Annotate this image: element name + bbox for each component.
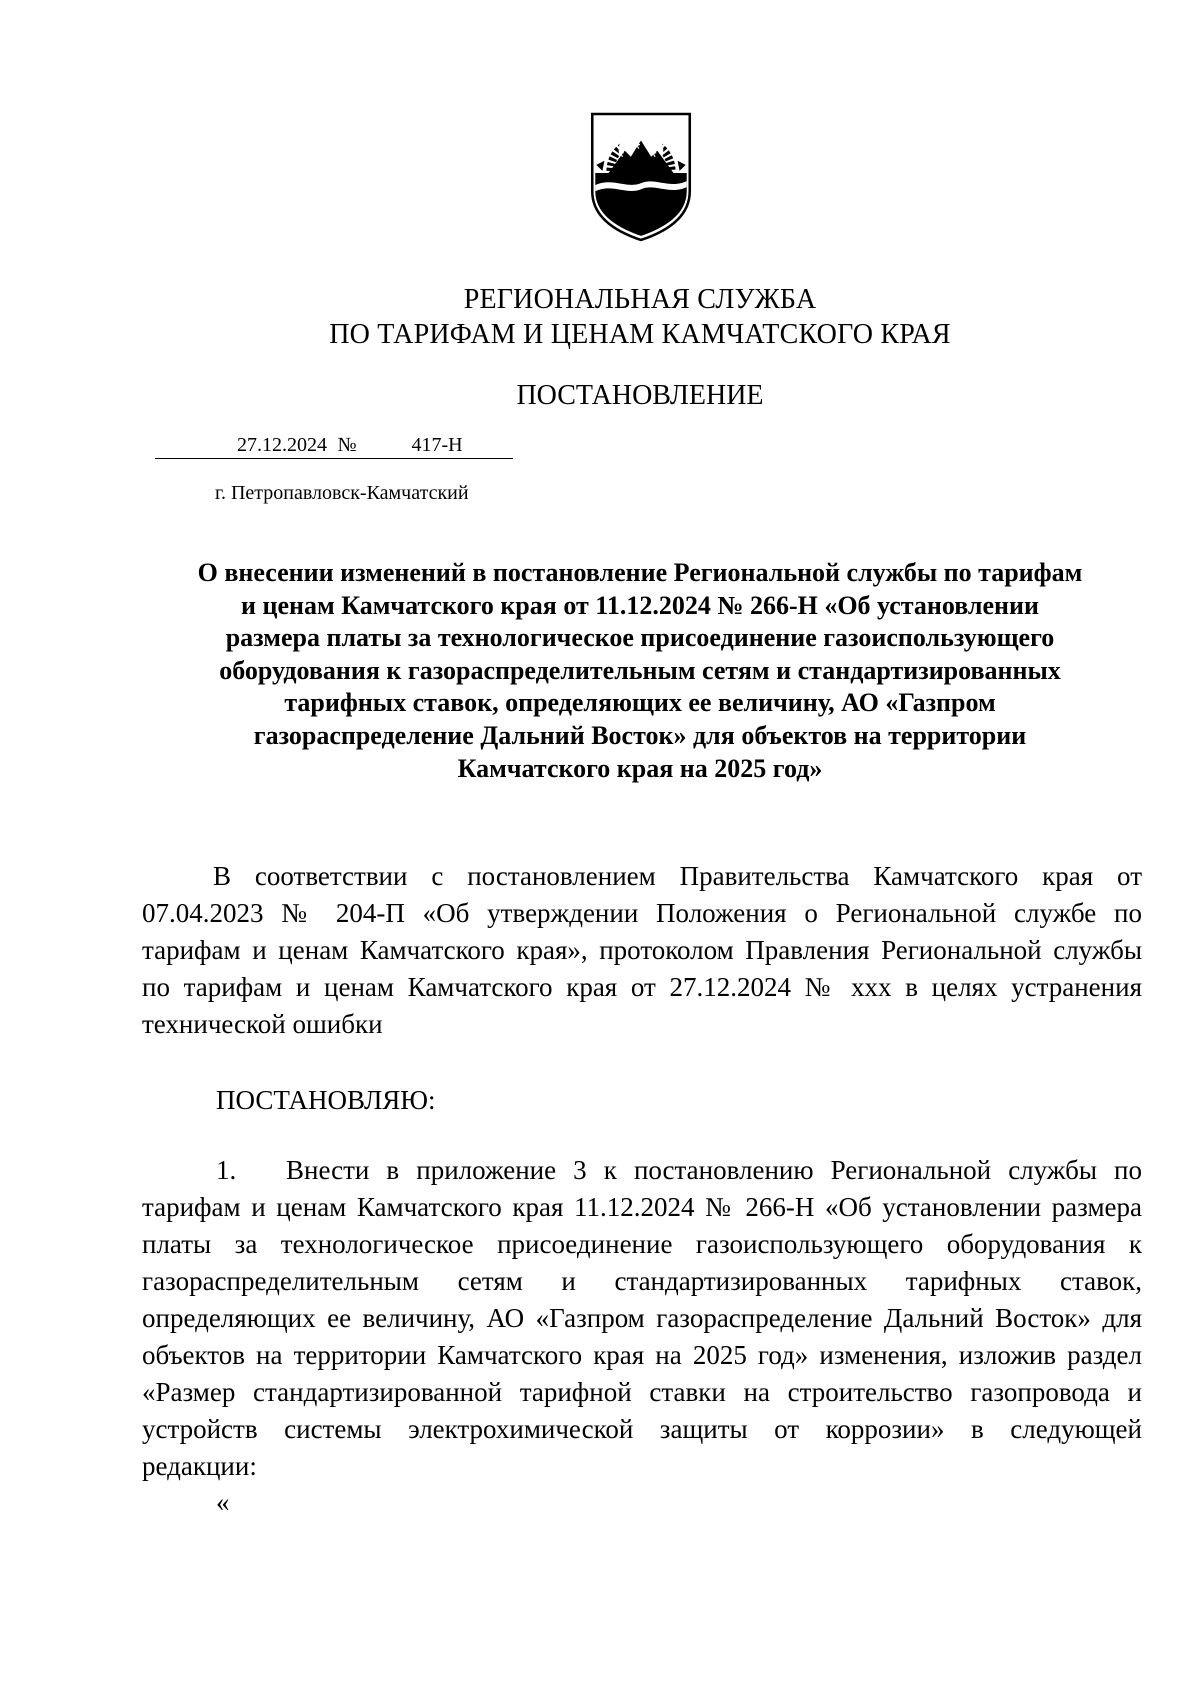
number-sign: № xyxy=(333,432,361,459)
document-city: г. Петропавловск-Камчатский xyxy=(215,482,469,504)
document-date-number xyxy=(155,432,513,459)
preamble-paragraph xyxy=(142,858,1142,1043)
item-1-line: объектов на территории Камчатского края на 2025 год» изменения, изложив раздел xyxy=(142,1340,1142,1370)
item-1-line: Внести в приложение 3 к постановлению Региональной службы по xyxy=(286,1155,1142,1185)
title-line: и ценам Камчатского края от 11.12.2024 № 266-Н «Об установлении xyxy=(241,590,1039,620)
resolve-heading: ПОСТАНОВЛЯЮ: xyxy=(216,1085,436,1115)
preamble-line: технической ошибки xyxy=(142,1009,383,1039)
item-1-line: определяющих ее величину, АО «Газпром газораспределение Дальний Восток» для xyxy=(142,1303,1142,1333)
item-1-paragraph xyxy=(142,1152,1142,1485)
item-1-line: редакции: xyxy=(142,1451,257,1481)
title-line: газораспределение Дальний Восток» для объектов на территории xyxy=(253,720,1027,750)
preamble-line: 07.04.2023 № 204-П «Об утверждении Положения о Региональной службе по xyxy=(142,898,1142,928)
item-1-first-line xyxy=(142,1152,1142,1189)
opening-quote: « xyxy=(216,1487,230,1517)
agency-name xyxy=(0,282,1200,352)
title-line: размера платы за технологическое присоединение газоиспользующего xyxy=(225,623,1055,653)
item-1-line: газораспределительным сетям и стандартизированных тарифных ставок, xyxy=(142,1266,1142,1296)
agency-name-line2: ПО ТАРИФАМ И ЦЕНАМ КАМЧАТСКОГО КРАЯ xyxy=(329,319,951,350)
item-1-line: платы за технологическое присоединение газоиспользующего оборудования к xyxy=(142,1229,1142,1259)
title-line: оборудования к газораспределительным сетям и стандартизированных xyxy=(219,655,1061,685)
document-number: 417-Н xyxy=(361,432,513,459)
item-1-line: устройств системы электрохимической защиты от коррозии» в следующей xyxy=(142,1414,1142,1444)
title-line: Камчатского края на 2025 год» xyxy=(457,753,823,783)
preamble-line: тарифам и ценам Камчатского края», протоколом Правления Региональной службы xyxy=(142,935,1142,965)
title-line: тарифных ставок, определяющих ее величину, АО «Газпром xyxy=(284,688,996,718)
item-1-number: 1. xyxy=(216,1155,237,1185)
preamble-line: по тарифам и ценам Камчатского края от 27.12.2024 № ххх в целях устранения xyxy=(142,972,1142,1002)
preamble-line: В соответствии с постановлением Правительства Камчатского края от xyxy=(213,861,1142,891)
item-1-line: тарифам и ценам Камчатского края 11.12.2024 № 266-Н «Об установлении размера xyxy=(142,1192,1142,1222)
document-title xyxy=(145,557,1135,785)
document-date: 27.12.2024 xyxy=(155,432,333,459)
title-line: О внесении изменений в постановление Региональной службы по тарифам xyxy=(197,558,1083,587)
document-type: ПОСТАНОВЛЕНИЕ xyxy=(516,380,764,411)
item-1-line: «Размер стандартизированной тарифной ставки на строительство газопровода и xyxy=(142,1377,1142,1407)
agency-name-line1: РЕГИОНАЛЬНАЯ СЛУЖБА xyxy=(463,284,817,315)
kamchatka-coat-of-arms-icon xyxy=(590,112,692,242)
